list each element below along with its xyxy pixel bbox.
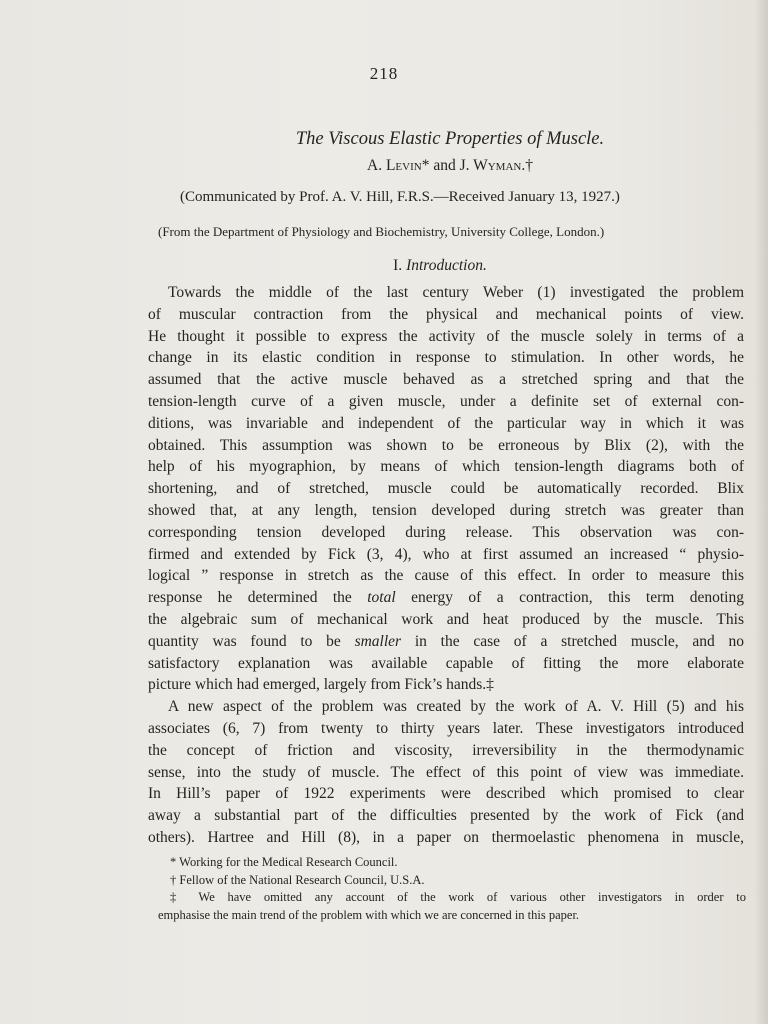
- text-line: the concept of friction and viscosity, irreversibility in the thermodynamic: [148, 741, 744, 759]
- section-heading: [0, 257, 768, 275]
- body-text: [148, 282, 744, 849]
- footnote-3-continued: emphasise the main trend of the problem with which we are concerned in this paper.: [158, 907, 580, 922]
- communicated-note: (Communicated by Prof. A. V. Hill, F.R.S.—Received January 13, 1927.): [180, 189, 620, 205]
- author-conjunction: and: [429, 157, 460, 174]
- text-line: of muscular contraction from the physical and mechanical points of view.: [148, 305, 744, 323]
- text-line: ditions, was invariable and independent of the particular way in which it was: [148, 414, 744, 432]
- footnotes: [158, 854, 746, 924]
- text-line: away a substantial part of the difficulties presented by the work of Fick (and: [148, 807, 744, 825]
- text-span: in the case of a stretched muscle, and no: [401, 632, 744, 650]
- text-line: obtained. This assumption was shown to be erroneous by Blix (2), with the: [148, 436, 744, 454]
- footnote-1: * Working for the Medical Research Council.: [170, 855, 398, 869]
- text-line: shortening, and of stretched, muscle could be automatically recorded. Blix: [148, 480, 744, 498]
- text-line: satisfactory explanation was available capable of fitting the more elaborate: [148, 654, 744, 672]
- article-title: The Viscous Elastic Properties of Muscle.: [295, 129, 605, 149]
- text-line: tension-length curve of a given muscle, under a definite set of external con-: [148, 392, 744, 410]
- text-span: quantity was found to be: [148, 632, 355, 650]
- text-line: others). Hartree and Hill (8), in a paper on thermoelastic phenomena in muscle,: [148, 828, 744, 846]
- text-line: showed that, at any length, tension developed during stretch was greater than: [148, 501, 744, 519]
- page-gutter-shadow: [754, 0, 768, 1024]
- text-line: corresponding tension developed during release. This observation was con-: [148, 523, 744, 541]
- text-line: Towards the middle of the last century Weber (1) investigated the problem: [168, 284, 744, 301]
- text-line: sense, into the study of muscle. The effect of this point of view was immediate.: [148, 763, 744, 781]
- page-number: 218: [369, 64, 399, 83]
- footnote-3: ‡ We have omitted any account of the work of various other investigators in order to: [170, 890, 746, 904]
- text-line: change in its elastic condition in response to stimulation. In other words, he: [148, 349, 744, 367]
- text-line: picture which had emerged, largely from Fick’s hands.‡: [148, 676, 494, 694]
- author-levin-mark: *: [421, 157, 430, 174]
- text-line: [148, 587, 744, 609]
- text-line: logical ” response in stretch as the cause of this effect. In order to measure this: [148, 567, 744, 585]
- text-line: In Hill’s paper of 1922 experiments were described which promised to clear: [148, 785, 744, 803]
- text-line: associates (6, 7) from twenty to thirty years later. These investigators introduced: [148, 719, 744, 737]
- text-line: He thought it possible to express the activity of the muscle solely in terms of a: [148, 327, 744, 345]
- text-span: energy of a contraction, this term denoting: [395, 589, 744, 607]
- author-wyman-mark: †: [525, 157, 533, 174]
- text-line: the algebraic sum of mechanical work and heat produced by the muscle. This: [148, 610, 744, 628]
- author-wyman: J. Wyman.: [459, 157, 526, 174]
- footnote-2: † Fellow of the National Research Council, U.S.A.: [170, 872, 425, 887]
- text-line: [148, 631, 744, 653]
- paragraph-2: [148, 696, 744, 849]
- text-line: firmed and extended by Fick (3, 4), who at first assumed an increased “ physio-: [148, 545, 744, 563]
- author-line: [0, 157, 768, 175]
- text-line: A new aspect of the problem was created by the work of A. V. Hill (5) and his: [168, 698, 744, 716]
- emphasis-total: total: [367, 589, 396, 607]
- text-line: help of his myographion, by means of which tension-length diagrams both of: [148, 458, 744, 476]
- emphasis-smaller: smaller: [354, 632, 402, 650]
- affiliation-note: (From the Department of Physiology and Biochemistry, University College, London.): [158, 224, 605, 239]
- author-levin: A. Levin: [367, 157, 422, 174]
- section-number: I.: [393, 257, 407, 274]
- section-title: Introduction.: [406, 257, 487, 274]
- paragraph-1: [148, 282, 744, 696]
- text-span: response he determined the: [148, 589, 368, 607]
- text-line: assumed that the active muscle behaved as a stretched spring and that the: [148, 371, 744, 389]
